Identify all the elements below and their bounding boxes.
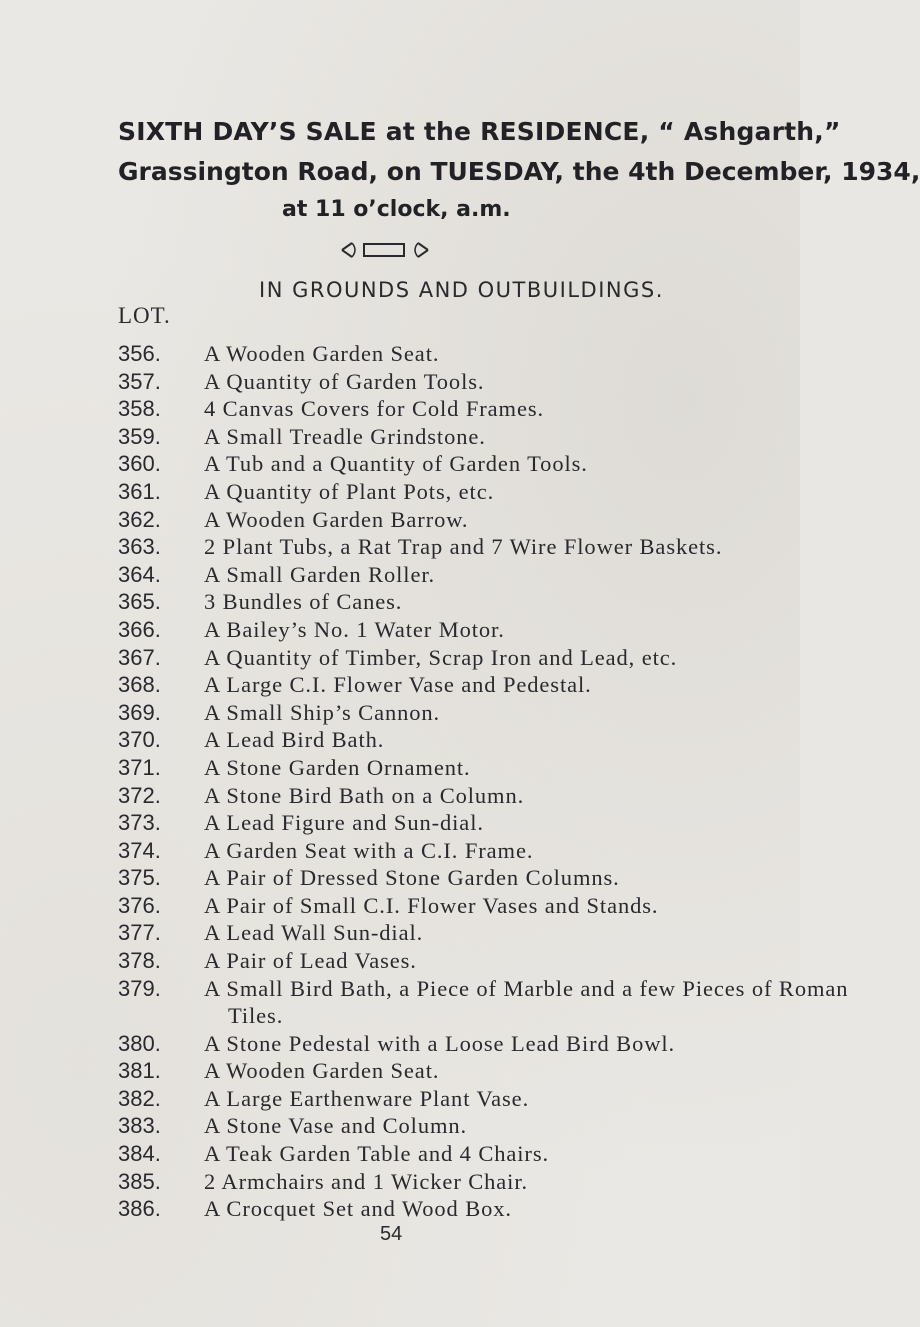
lot-description	[204, 892, 794, 919]
lot-number: 365.	[118, 589, 161, 615]
lot-description	[204, 506, 794, 533]
lot-description-text: A Wooden Garden Barrow.	[204, 506, 469, 532]
lot-list	[0, 340, 849, 1223]
lot-description	[204, 1057, 794, 1084]
lot-description	[204, 754, 794, 781]
lot-description	[204, 1112, 794, 1139]
lot-description-text: A Tub and a Quantity of Garden Tools.	[204, 451, 588, 477]
lot-description-text: A Pair of Dressed Stone Garden Columns.	[204, 865, 620, 891]
lot-number: 383.	[118, 1113, 161, 1139]
lot-row	[0, 1057, 800, 1085]
lot-description-text: 3 Bundles of Canes.	[204, 589, 403, 615]
lot-description-text: A Crocquet Set and Wood Box.	[204, 1196, 512, 1222]
lot-row	[0, 864, 800, 892]
lot-description	[204, 1168, 794, 1195]
lot-description-continuation: Tiles.	[228, 1002, 284, 1028]
section-title: IN GROUNDS AND OUTBUILDINGS.	[259, 278, 664, 302]
lot-row	[0, 671, 800, 699]
lot-row	[0, 782, 800, 810]
lot-row	[0, 1168, 800, 1196]
lot-number: 358.	[118, 396, 161, 422]
lot-description-text: A Small Bird Bath, a Piece of Marble and a few Pieces of Roman	[204, 975, 849, 1001]
lot-description-text: 2 Plant Tubs, a Rat Trap and 7 Wire Flower Baskets.	[204, 534, 723, 560]
lot-description-text: A Lead Bird Bath.	[204, 727, 385, 753]
lot-number: 372.	[118, 782, 161, 808]
lot-description-text: A Stone Garden Ornament.	[204, 754, 471, 780]
lot-description	[204, 919, 794, 946]
lot-description-text: A Bailey’s No. 1 Water Motor.	[204, 616, 505, 642]
lot-row	[0, 892, 800, 920]
lot-number: 360.	[118, 451, 161, 477]
lot-number: 377.	[118, 920, 161, 946]
lot-row	[0, 395, 800, 423]
lot-description	[204, 616, 794, 643]
lot-number: 376.	[118, 892, 161, 918]
lot-description	[204, 837, 794, 864]
lot-number: 375.	[118, 865, 161, 891]
lot-row	[0, 837, 800, 865]
lot-description-text: A Large C.I. Flower Vase and Pedestal.	[204, 672, 592, 698]
lot-row	[0, 588, 800, 616]
lot-number: 384.	[118, 1141, 161, 1167]
page-number: 54	[380, 1223, 403, 1245]
lot-row	[0, 919, 800, 947]
lot-number: 364.	[118, 561, 161, 587]
lot-description	[204, 423, 794, 450]
lot-row	[0, 506, 800, 534]
lot-row	[0, 616, 800, 644]
lot-row	[0, 1195, 800, 1223]
lot-description	[204, 1140, 794, 1167]
lot-description-text: A Pair of Small C.I. Flower Vases and Stands.	[204, 892, 659, 918]
lot-description	[204, 588, 794, 615]
lot-row	[0, 947, 800, 975]
lot-number: 368.	[118, 672, 161, 698]
lot-row	[0, 975, 849, 1030]
lot-number: 356.	[118, 341, 161, 366]
lot-row	[0, 478, 800, 506]
lot-row	[0, 533, 800, 561]
sale-heading-line1: SIXTH DAY’S SALE at the RESIDENCE, “ Ashgarth,”	[118, 117, 841, 146]
lot-number: 370.	[118, 727, 161, 753]
lot-row	[0, 423, 800, 451]
lot-description-text: A Stone Pedestal with a Loose Lead Bird Bowl.	[204, 1030, 676, 1056]
lot-description	[204, 533, 794, 560]
lot-description	[204, 699, 794, 726]
lot-description-text: A Quantity of Plant Pots, etc.	[204, 478, 495, 504]
lot-description-text: A Quantity of Garden Tools.	[204, 368, 485, 394]
lot-number: 378.	[118, 948, 161, 974]
lot-row	[0, 1140, 800, 1168]
lot-description-text: A Garden Seat with a C.I. Frame.	[204, 837, 534, 863]
lot-number: 379.	[118, 975, 161, 1001]
sale-heading-line3: at 11 o’clock, a.m.	[282, 197, 511, 222]
lot-description	[204, 864, 794, 891]
sale-heading-line2: Grassington Road, on TUESDAY, the 4th December, 1934,	[118, 157, 920, 186]
lot-row	[0, 754, 800, 782]
lot-description	[204, 809, 794, 836]
lot-description	[204, 975, 849, 1029]
lot-row	[0, 561, 800, 589]
lot-number: 357.	[118, 368, 161, 394]
lot-number: 380.	[118, 1030, 161, 1056]
lot-row	[0, 1112, 800, 1140]
lot-description	[204, 561, 794, 588]
lot-description-text: A Wooden Garden Seat.	[204, 1058, 440, 1084]
lot-number: 374.	[118, 837, 161, 863]
lot-row	[0, 699, 800, 727]
lot-row	[0, 809, 800, 837]
lot-description-text: A Lead Wall Sun-dial.	[204, 920, 424, 946]
lot-row	[0, 368, 800, 396]
lot-number: 381.	[118, 1058, 161, 1084]
lot-number: 359.	[118, 423, 161, 449]
lot-description	[204, 1195, 794, 1222]
lot-description-text: A Stone Bird Bath on a Column.	[204, 782, 525, 808]
lot-description	[204, 340, 794, 367]
lot-description-text: A Small Treadle Grindstone.	[204, 423, 486, 449]
ornament-divider-icon	[340, 240, 430, 260]
lot-row	[0, 1085, 800, 1113]
lot-column-label: LOT.	[118, 303, 171, 328]
lot-number: 371.	[118, 754, 161, 780]
lot-description-text: A Teak Garden Table and 4 Chairs.	[204, 1141, 550, 1167]
lot-description-text: A Small Garden Roller.	[204, 561, 436, 587]
lot-number: 369.	[118, 699, 161, 725]
lot-row	[0, 450, 800, 478]
lot-description	[204, 368, 794, 395]
lot-description-text: A Quantity of Timber, Scrap Iron and Lead, etc.	[204, 644, 678, 670]
lot-description	[204, 947, 794, 974]
lot-description	[204, 644, 794, 671]
lot-description-text: A Large Earthenware Plant Vase.	[204, 1085, 530, 1111]
lot-row	[0, 1030, 800, 1058]
lot-row	[0, 726, 800, 754]
lot-description	[204, 1030, 794, 1057]
lot-description-text: A Stone Vase and Column.	[204, 1113, 468, 1139]
lot-description-text: A Pair of Lead Vases.	[204, 948, 417, 974]
lot-number: 361.	[118, 478, 161, 504]
lot-number: 366.	[118, 616, 161, 642]
lot-description-text: A Lead Figure and Sun-dial.	[204, 810, 484, 836]
lot-row	[0, 340, 800, 368]
lot-description-text: A Small Ship’s Cannon.	[204, 699, 441, 725]
lot-description-text: 4 Canvas Covers for Cold Frames.	[204, 396, 545, 422]
lot-description	[204, 671, 794, 698]
lot-number: 373.	[118, 810, 161, 836]
lot-description	[204, 782, 794, 809]
lot-number: 382.	[118, 1085, 161, 1111]
lot-description	[204, 478, 794, 505]
lot-description-text: 2 Armchairs and 1 Wicker Chair.	[204, 1168, 529, 1194]
lot-number: 363.	[118, 534, 161, 560]
lot-description	[204, 1085, 794, 1112]
lot-row	[0, 644, 800, 672]
lot-description	[204, 395, 794, 422]
lot-number: 362.	[118, 506, 161, 532]
lot-number: 385.	[118, 1168, 161, 1194]
lot-number: 386.	[118, 1196, 161, 1222]
lot-description	[204, 450, 794, 477]
lot-number: 367.	[118, 644, 161, 670]
lot-description-text: A Wooden Garden Seat.	[204, 341, 440, 366]
lot-description	[204, 726, 794, 753]
